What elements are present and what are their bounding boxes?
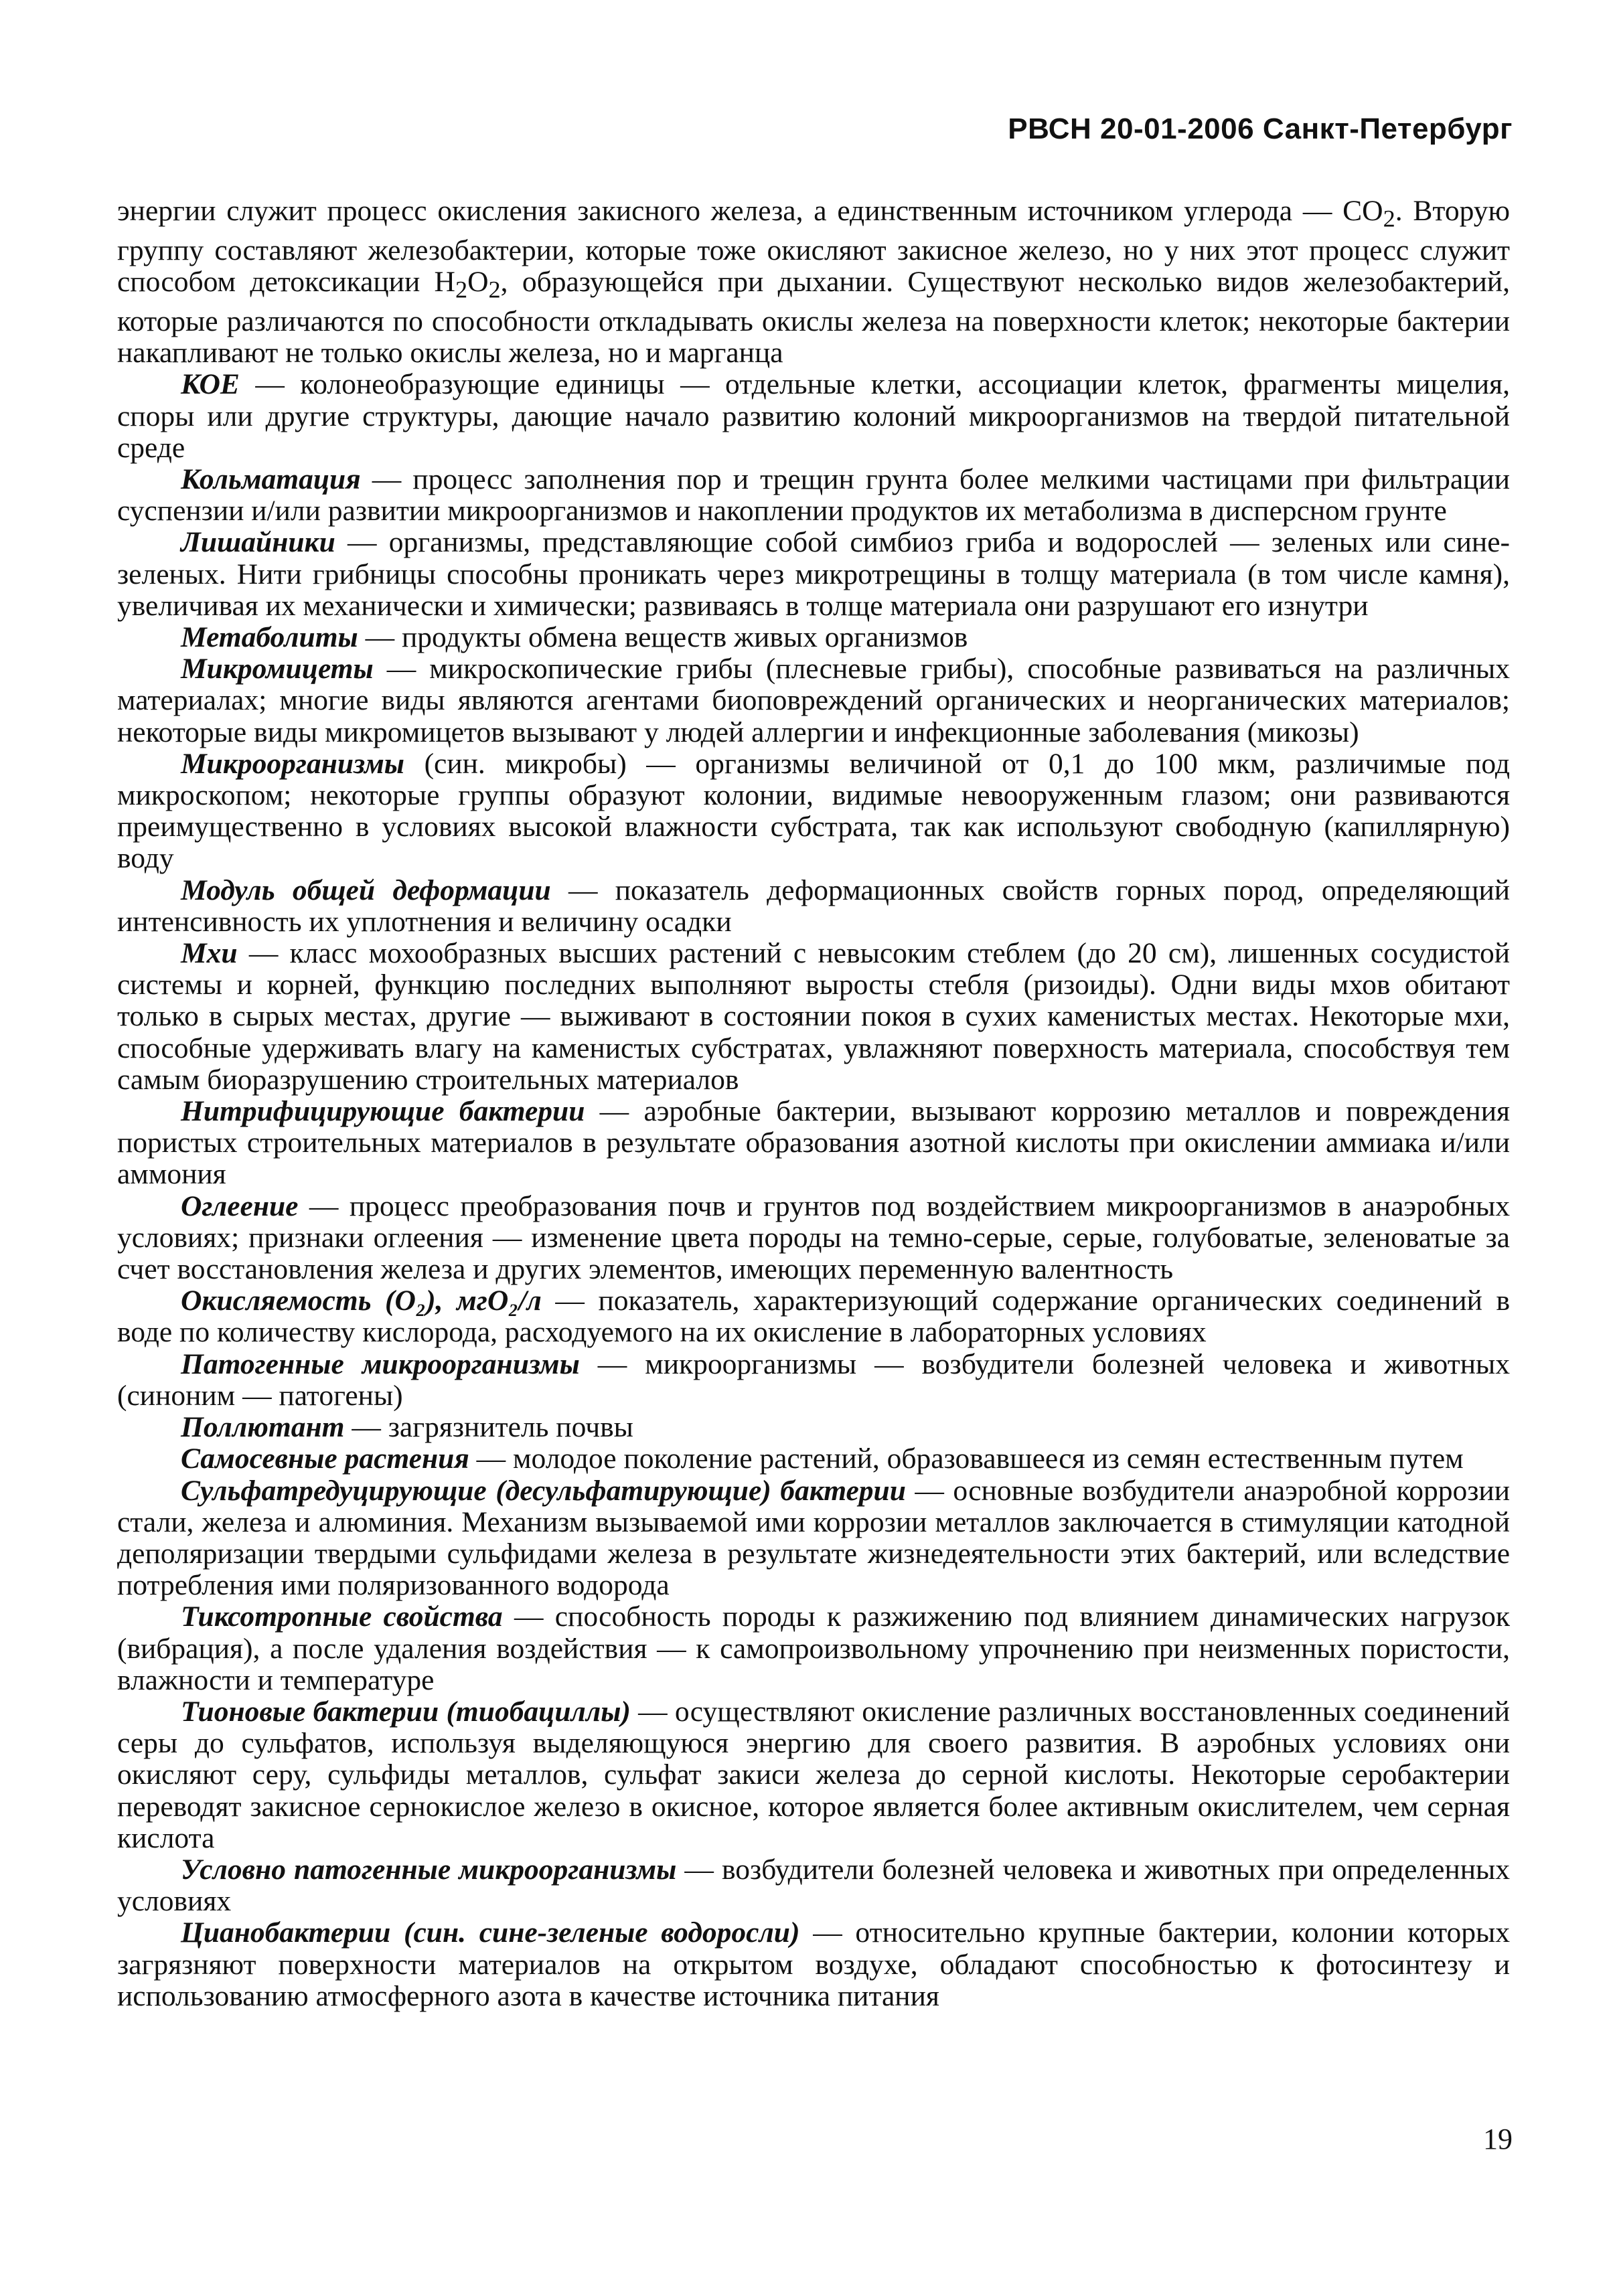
- definition-entry: [117, 1475, 1510, 1602]
- definition-text: — загрязнитель почвы: [344, 1411, 633, 1444]
- intro-paragraph: энергии служит процесс окисления закисного железа, а единственным источником углерода — $CO_2$. Вторую группу составляют железобактерии, которые тоже окисляют закисное железо, но у них этот процесс служит способом детоксикации $H_2O_2$, образующейся при дыхании. Существуют несколько видов железобактерий, которые различаются по способности откладывать окислы железа на поверхности клеток; некоторые бактерии накапливают не только окислы железа, но и марганца: [117, 195, 1511, 370]
- definition-term: КОЕ: [181, 368, 240, 401]
- definition-entry: [117, 875, 1510, 938]
- definition-text: — основные возбудители анаэробной коррозии стали, железа и алюминия. Механизм вызываемой ими коррозии металлов заключается в стимуляции катодной деполяризации твердыми сульфидами железа в результате жизнедеятельности этих бактерий, или вследствие потребления ими поляризованного водорода: [117, 1474, 1510, 1602]
- definition-text: — показатель деформационных свойств горных пород, определяющий интенсивность их уплотнения и величину осадки: [117, 874, 1511, 938]
- definition-term: Тиксотропные свойства: [181, 1601, 503, 1633]
- definition-term: Самосевные растения: [181, 1443, 469, 1475]
- definition-entry: [117, 1285, 1510, 1348]
- document-body: [117, 195, 1510, 2012]
- definition-text: — класс мохообразных высших растений с невысоким стеблем (до 20 см), лишенных сосудистой системы и корней, функцию последних выполняют выросты стебля (ризоиды). Одни виды мхов обитают только в сырых местах, другие — выживают в состоянии покоя в сухих каменистых местах. Некоторые мхи, способные удерживать влагу на каменистых субстратах, увлажняют поверхность материала, способствуя тем самым биоразрушению строительных материалов: [117, 937, 1510, 1096]
- definition-text: — осуществляют окисление различных восстановленных соединений серы до сульфатов, используя выделяющуюся энергию для своего развития. В аэробных условиях они окисляют серу, сульфиды металлов, сульфат закиси железа до серной кислоты. Некоторые серобактерии переводят закисное сернокислое железо в окисное, которое является более активным окислителем, чем серная кислота: [117, 1695, 1511, 1854]
- definition-term: Микромицеты: [181, 653, 374, 685]
- definition-entry: [117, 1443, 1510, 1475]
- definition-term: Тионовые бактерии (тиобациллы): [181, 1695, 631, 1728]
- definition-term: Нитрифицирующие бактерии: [181, 1095, 585, 1128]
- definition-text: — процесс преобразования почв и грунтов под воздействием микроорганизмов в анаэробных условиях; признаки оглеения — изменение цвета породы на темно-серые, серые, голубоватые, зеленоватые за счет восстановления железа и других элементов, имеющих переменную валентность: [117, 1190, 1510, 1286]
- definition-entry: [117, 369, 1510, 464]
- definition-text: (син. микробы) — организмы величиной от 0,1 до 100 мкм, различимые под микроскопом; некоторые группы образуют колонии, видимые невооруженным глазом; они развиваются преимущественно в условиях высокой влажности субстрата, так как используют свободную (капиллярную) воду: [117, 747, 1510, 875]
- definition-text: — показатель, характеризующий содержание органических соединений в воде по количеству кислорода, расходуемого на их окисление в лабораторных условиях: [117, 1285, 1510, 1349]
- definition-entry: [117, 1601, 1510, 1696]
- definition-text: — относительно крупные бактерии, колонии которых загрязняют поверхности материалов на открытом воздухе, обладают способностью к фотосинтезу и использованию атмосферного азота в качестве источника питания: [117, 1916, 1510, 2012]
- definition-entry: [117, 1917, 1510, 2012]
- definition-entry: [117, 1696, 1510, 1854]
- definition-text: — способность породы к разжижению под влиянием динамических нагрузок (вибрация), а после удаления воздействия — к самопроизвольному упрочнению при неизменных пористости, влажности и температуре: [117, 1601, 1510, 1696]
- definition-term: Поллютант: [181, 1411, 345, 1444]
- definition-text: — процесс заполнения пор и трещин грунта более мелкими частицами при фильтрации суспензии и/или развитии микроорганизмов и накоплении продуктов их метаболизма в дисперсном грунте: [117, 463, 1510, 527]
- definition-text: — организмы, представляющие собой симбиоз гриба и водорослей — зеленых или сине-зеленых. Нити грибницы способны проникать через микротрещины в толщу материала (в том числе камня), увеличивая их механически и химически; развиваясь в толще материала они разрушают его изнутри: [117, 526, 1510, 622]
- definition-term: Метаболиты: [181, 621, 358, 654]
- definition-term: Окисляемость (O₂), мгO₂/л: [181, 1285, 542, 1317]
- definition-entry: [117, 748, 1510, 875]
- page-header: РВСН 20-01-2006 Санкт-Петербург: [1008, 112, 1513, 145]
- definition-term: Микроорганизмы: [181, 747, 404, 780]
- definition-term: Цианобактерии (син. сине-зеленые водоросли): [181, 1916, 800, 1949]
- definition-text: — молодое поколение растений, образовавшееся из семян естественным путем: [469, 1443, 1464, 1475]
- definition-entry: [117, 1412, 1510, 1443]
- definition-term: Сульфатредуцирующие (десульфатирующие) бактерии: [181, 1474, 906, 1507]
- definition-entry: [117, 1854, 1510, 1917]
- definition-term: Патогенные микроорганизмы: [181, 1347, 580, 1380]
- definition-entry: [117, 653, 1510, 748]
- definition-entry: [117, 464, 1510, 527]
- definition-entry: [117, 1349, 1510, 1412]
- definition-entry: [117, 622, 1510, 653]
- definition-term: Оглеение: [181, 1190, 299, 1222]
- definition-term: Кольматация: [181, 463, 361, 495]
- definition-term: Лишайники: [181, 526, 335, 559]
- definition-text: — микроорганизмы — возбудители болезней человека и животных (синоним — патогены): [117, 1347, 1510, 1412]
- page-number: 19: [1483, 2123, 1513, 2155]
- definition-text: — микроскопические грибы (плесневые грибы), способные развиваться на различных материалах; многие виды являются агентами биоповреждений органических и неорганических материалов; некоторые виды микромицетов вызывают у людей аллергии и инфекционные заболевания (микозы): [117, 653, 1510, 748]
- definition-term: Модуль общей деформации: [181, 874, 551, 906]
- definition-entry: [117, 527, 1510, 622]
- definition-text: — возбудители болезней человека и животных при определенных условиях: [117, 1853, 1510, 1918]
- definition-entry: [117, 938, 1510, 1096]
- definition-term: Мхи: [181, 937, 238, 970]
- definitions-list: [117, 369, 1510, 2012]
- definition-term: Условно патогенные микроорганизмы: [181, 1853, 677, 1886]
- definition-entry: [117, 1191, 1510, 1286]
- definition-text: — колонеобразующие единицы — отдельные клетки, ассоциации клеток, фрагменты мицелия, споры или другие структуры, дающие начало развитию колоний микроорганизмов на твердой питательной среде: [117, 368, 1510, 464]
- definition-entry: [117, 1096, 1510, 1191]
- definition-text: — продукты обмена веществ живых организмов: [358, 621, 968, 654]
- definition-text: — аэробные бактерии, вызывают коррозию металлов и повреждения пористых строительных материалов в результате образования азотной кислоты при окислении аммиака и/или аммония: [117, 1095, 1510, 1191]
